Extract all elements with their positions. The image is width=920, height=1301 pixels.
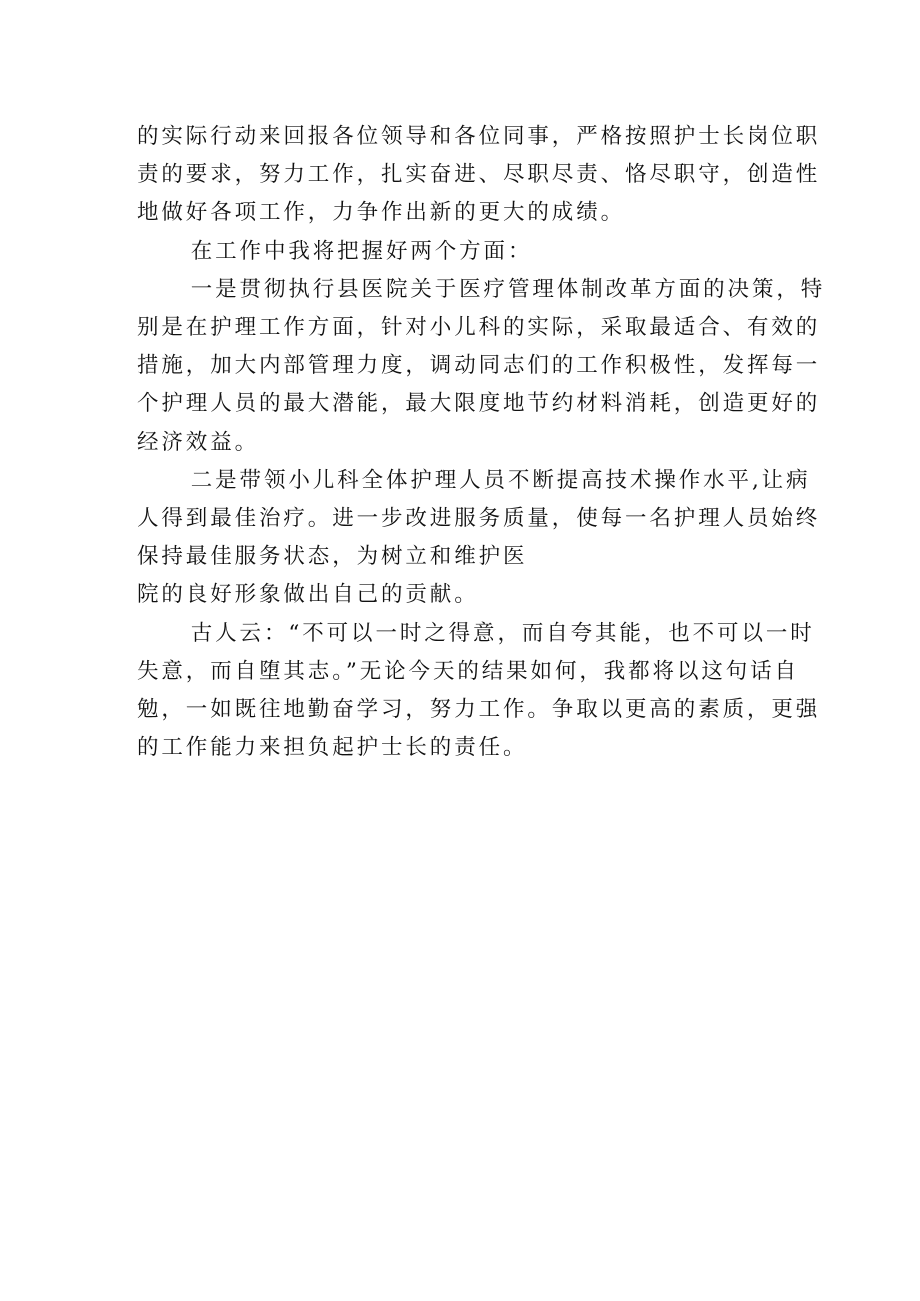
text-line: 古人云：“不可以一时之得意，而自夸其能，也不可以一时: [190, 620, 815, 646]
text-line: 地做好各项工作，力争作出新的更大的成绩。: [137, 200, 626, 226]
text-line: 个护理人员的最大潜能，最大限度地节约材料消耗，创造更好的: [137, 391, 821, 417]
text-line: 的实际行动来回报各位领导和各位同事，严格按照护士长岗位职: [137, 124, 821, 149]
text-line: 别是在护理工作方面，针对小儿科的实际，采取最适合、有效的: [137, 315, 821, 341]
text-line: 二是带领小儿科全体护理人员不断提高技术操作水平,让病: [190, 467, 811, 493]
text-line: 勉，一如既往地勤奋学习，努力工作。争取以更高的素质，更强: [137, 697, 821, 723]
text-line: 经济效益。: [137, 429, 260, 455]
paragraph-commitment: [137, 118, 821, 233]
text-line: 一是贯彻执行县医院关于医疗管理体制改革方面的决策，特: [190, 276, 826, 302]
text-line: 措施，加大内部管理力度，调动同志们的工作积极性，发挥每一: [137, 353, 821, 379]
text-line: 院的良好形象做出自己的贡献。: [137, 582, 479, 608]
text-line: 失意，而自堕其志。”无论今天的结果如何，我都将以这句话自: [137, 658, 799, 684]
paragraph-aspect-one: [137, 271, 826, 462]
document-body: [137, 118, 826, 767]
paragraph-two-aspects-intro: [137, 233, 792, 271]
text-line: 保持最佳服务状态，为树立和维护医: [137, 544, 528, 570]
text-line: 人得到最佳治疗。进一步改进服务质量，使每一名护理人员始终: [137, 506, 821, 532]
text-line: 的工作能力来担负起护士长的责任。: [137, 735, 528, 761]
text-line: 在工作中我将把握好两个方面：: [190, 238, 533, 264]
paragraph-closing-quote: [137, 615, 821, 768]
paragraph-aspect-two: [137, 462, 821, 615]
text-line: 责的要求，努力工作，扎实奋进、尽职尽责、恪尽职守，创造性: [137, 162, 821, 188]
